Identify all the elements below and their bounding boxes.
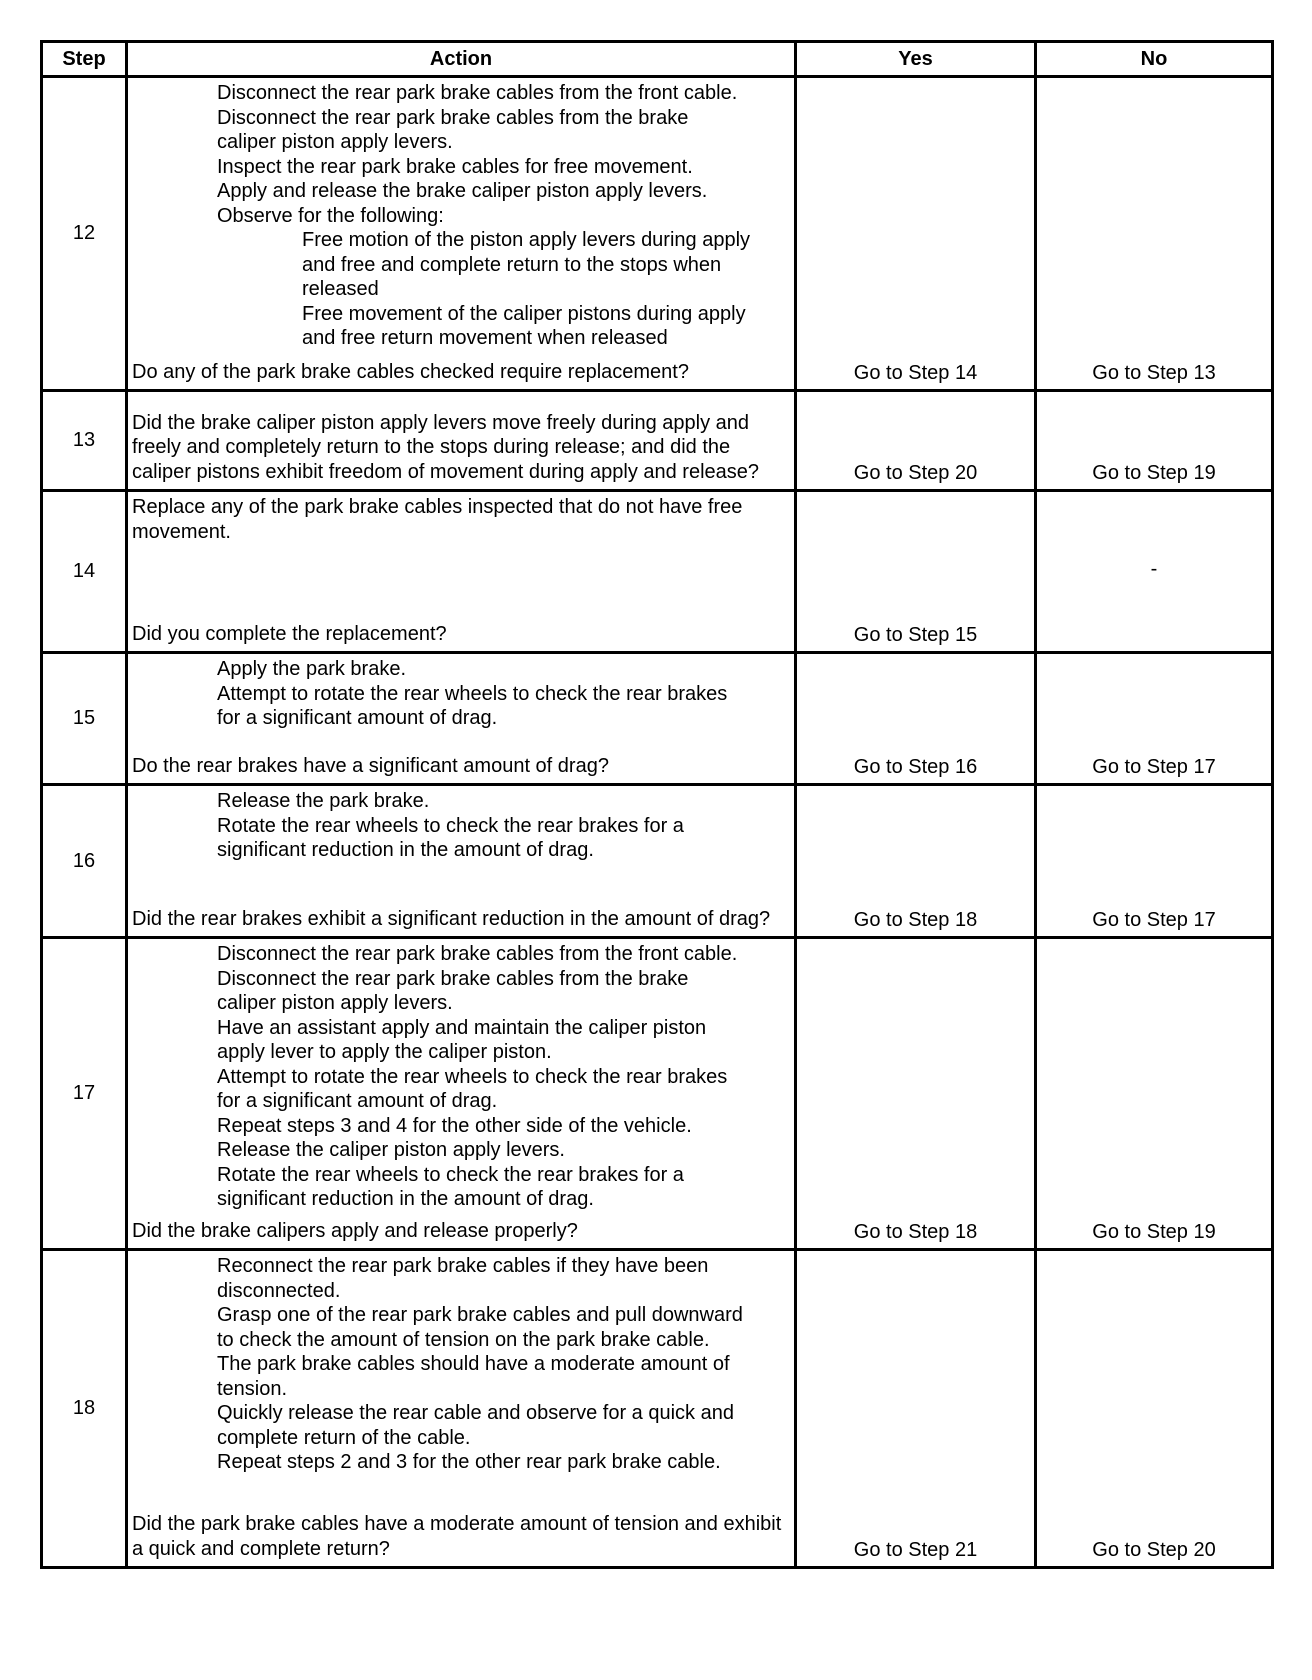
action-line: Quickly release the rear cable and observe for a quick and — [217, 1402, 734, 1424]
action-line: released — [302, 278, 379, 300]
action-instructions — [132, 81, 790, 351]
action-line: significant reduction in the amount of drag. — [217, 839, 594, 861]
action-line: Rotate the rear wheels to check the rear brakes for a — [217, 814, 684, 837]
action-line: Replace any of the park brake cables inspected that do not have free movement. — [132, 496, 743, 543]
action-line: Reconnect the rear park brake cables if they have been — [217, 1255, 709, 1277]
action-line: disconnected. — [217, 1279, 341, 1302]
action-line: Grasp one of the rear park brake cables and pull downward — [217, 1304, 743, 1326]
action-cell — [127, 491, 796, 653]
action-cell — [127, 653, 796, 785]
header-step: Step — [42, 42, 127, 77]
action-line: Release the caliper piston apply levers. — [217, 1139, 565, 1161]
step-number: 15 — [42, 653, 127, 785]
action-instructions — [132, 942, 790, 1212]
action-line: caliper piston apply levers. — [217, 131, 453, 153]
action-line: The park brake cables should have a moderate amount of — [217, 1353, 730, 1375]
step-number: 17 — [42, 938, 127, 1250]
step-number: 16 — [42, 785, 127, 938]
table-row — [42, 391, 1273, 491]
action-cell — [127, 391, 796, 491]
table-row — [42, 785, 1273, 938]
no-result: Go to Step 20 — [1036, 1250, 1273, 1568]
action-question: Did the rear brakes exhibit a significant reduction in the amount of drag? — [132, 907, 771, 930]
step-number: 14 — [42, 491, 127, 653]
action-line: Attempt to rotate the rear wheels to check the rear brakes — [217, 682, 728, 705]
action-line: to check the amount of tension on the park brake cable. — [217, 1328, 710, 1351]
yes-result: Go to Step 16 — [796, 653, 1036, 785]
action-question: Did the park brake cables have a moderate amount of tension and exhibit a quick and complete return? — [132, 1513, 782, 1560]
action-line: Have an assistant apply and maintain the caliper piston — [217, 1016, 707, 1039]
header-row — [42, 42, 1273, 77]
action-cell — [127, 1250, 796, 1568]
action-instructions — [132, 789, 790, 863]
action-line: Release the park brake. — [217, 790, 430, 812]
yes-result: Go to Step 20 — [796, 391, 1036, 491]
action-question: Did the brake calipers apply and release properly? — [132, 1219, 578, 1242]
step-number: 18 — [42, 1250, 127, 1568]
action-line: caliper piston apply levers. — [217, 992, 453, 1014]
action-line: Repeat steps 2 and 3 for the other rear park brake cable. — [217, 1451, 721, 1473]
action-line: Rotate the rear wheels to check the rear brakes for a — [217, 1163, 684, 1186]
action-line: Repeat steps 3 and 4 for the other side of the vehicle. — [217, 1114, 692, 1137]
table-row — [42, 77, 1273, 391]
yes-result: Go to Step 21 — [796, 1250, 1036, 1568]
action-line: Disconnect the rear park brake cables from the brake — [217, 967, 689, 990]
step-number: 13 — [42, 391, 127, 491]
no-result: Go to Step 19 — [1036, 938, 1273, 1250]
action-line: Apply the park brake. — [217, 658, 406, 680]
no-result: Go to Step 17 — [1036, 653, 1273, 785]
no-result: - — [1036, 491, 1273, 653]
action-instructions — [132, 657, 790, 731]
header-yes: Yes — [796, 42, 1036, 77]
action-line: and free and complete return to the stops when — [302, 253, 722, 276]
yes-result: Go to Step 15 — [796, 491, 1036, 653]
no-result: Go to Step 17 — [1036, 785, 1273, 938]
action-instructions — [132, 1254, 790, 1475]
action-question: Do the rear brakes have a significant amount of drag? — [132, 754, 609, 777]
action-line: Inspect the rear park brake cables for free movement. — [217, 155, 693, 178]
no-result: Go to Step 13 — [1036, 77, 1273, 391]
diagnostic-table — [40, 40, 1274, 1569]
action-line: apply lever to apply the caliper piston. — [217, 1041, 552, 1063]
table-row — [42, 491, 1273, 653]
yes-result: Go to Step 14 — [796, 77, 1036, 391]
action-question: Did you complete the replacement? — [132, 622, 447, 645]
action-line: significant reduction in the amount of drag. — [217, 1188, 594, 1210]
action-cell — [127, 785, 796, 938]
action-question: Did the brake caliper piston apply levers move freely during apply and freely and completely return to the stops during release; and did the caliper pistons exhibit freedom of movement during apply and release? — [132, 411, 760, 483]
action-line: for a significant amount of drag. — [217, 1090, 498, 1112]
yes-result: Go to Step 18 — [796, 785, 1036, 938]
action-line: Disconnect the rear park brake cables from the front cable. — [217, 82, 738, 104]
action-cell — [127, 77, 796, 391]
action-line: complete return of the cable. — [217, 1426, 471, 1449]
action-line: Disconnect the rear park brake cables from the brake — [217, 106, 689, 129]
header-action: Action — [127, 42, 796, 77]
action-instructions — [132, 495, 790, 544]
action-line: Free motion of the piston apply levers during apply — [302, 229, 751, 251]
action-line: Disconnect the rear park brake cables from the front cable. — [217, 943, 738, 965]
action-line: Attempt to rotate the rear wheels to check the rear brakes — [217, 1065, 728, 1088]
action-line: Apply and release the brake caliper piston apply levers. — [217, 180, 708, 202]
table-row — [42, 938, 1273, 1250]
header-no: No — [1036, 42, 1273, 77]
table-row — [42, 1250, 1273, 1568]
no-result: Go to Step 19 — [1036, 391, 1273, 491]
action-cell — [127, 938, 796, 1250]
table-row — [42, 653, 1273, 785]
yes-result: Go to Step 18 — [796, 938, 1036, 1250]
action-line: Free movement of the caliper pistons during apply — [302, 302, 746, 325]
action-line: tension. — [217, 1377, 288, 1400]
action-line: Observe for the following: — [217, 204, 444, 227]
action-question: Do any of the park brake cables checked require replacement? — [132, 360, 689, 383]
table-body — [42, 77, 1273, 1568]
step-number: 12 — [42, 77, 127, 391]
action-line: for a significant amount of drag. — [217, 707, 498, 729]
diagnostic-table-page — [40, 40, 1271, 1569]
action-line: and free return movement when released — [302, 327, 668, 349]
